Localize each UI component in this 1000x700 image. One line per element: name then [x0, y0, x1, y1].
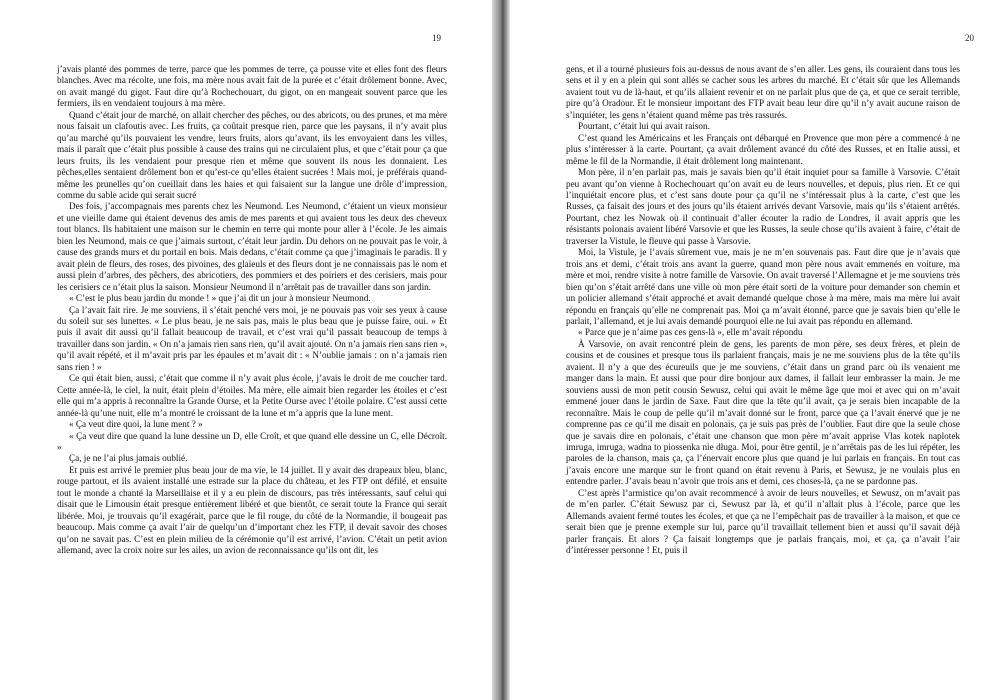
paragraph: C’est après l’armistice qu’on avait recommencé à avoir de leurs nouvelles, et Sewusz, on m’avait pas de m’en parler. C’était Sewusz par ci, Sewusz par là, et qu’il n’allait plus à l’école, parce que les Allemands avaient fermé toutes les écoles, et que ça ne l’empêchait pas de travailler à la maison, et que ce serait bien que je prenne exemple sur lui, parce qu’il travaillait tellement bien et aussi qu’il savait déjà parler français. Et alors ? Ça faisait longtemps que je parlais français, moi, et ça, ça n’avait l’air d’intéresser personne ! Et, puis il	[566, 487, 960, 556]
paragraph: Mon père, il n’en parlait pas, mais je savais bien qu’il était inquiet pour sa famille à Varsovie. C’était peu avant qu’on vienne à Rochechouart qu’on avait eu de leurs nouvelles, et depuis, plus rien. Et ce qui l’inquiétait encore plus, et c’est sans doute pour ça qu’il ne s’intéressait plus à la carte, c’est que les Russes, ça faisait des jours et des jours qu’ils étaient arrivés devant Varsovie, mais qu’ils s’étaient arrêtés. Pourtant, chez les Nowak où il continuait d’aller écouter la radio de Londres, il avait appris que les résistants polonais avaient libéré Varsovie et que les Russes, la seule chose qu’ils avaient à faire, c’était de traverser la Vistule, le fleuve qui passe à Varsovie.	[566, 167, 960, 246]
right-page	[510, 0, 1000, 700]
paragraph: « C’est le plus beau jardin du monde ! » que j’ai dit un jour à monsieur Neumond.	[69, 293, 371, 304]
paragraph: Ce qui était bien, aussi, c’était que comme il n’y avait plus école, j’avais le droit de me coucher tard. Cette année-là, le ciel, la nuit, était plein d’étoiles. Ma mère, elle aimait bien regarder les étoiles et c’est elle qui m’a appris à reconnaître la Grande Ourse, et la Petite Ourse avec l’étoile polaire. C’est aussi cette année-là qu’une nuit, elle m’a montré le croissant de la lune et m’a appris que la lune ment.	[57, 373, 447, 418]
paragraph: Des fois, j’accompagnais mes parents chez les Neumond. Les Neumond, c’étaient un vieux monsieur et une vieille dame qui étaient devenus des amis de mes parents et qui avaient tous les deux des cheveux tout blancs. Ils habitaient une maison sur le chemin en terre qui monte pour aller à l’école. Je les aimais bien les Neumond, mais ce que j’aimais surtout, c’était leur jardin. Du dehors on ne pouvait pas le voir, à cause des grands murs et du portail en bois. Mais dedans, c’était comme ça que j’imaginais le paradis. Il y avait plein de fleurs, des roses, des pivoines, des glaïeuls et des fleurs dont je ne connaissais pas le nom et aussi plein d’arbres, des pêchers, des abricotiers, des pommiers et des poiriers et des cerisiers, mais pour les cerisiers ce n’était plus la saison. Monsieur Neumond il n’arrêtait pas de travailler dans son jardin.	[57, 201, 447, 292]
paragraph: « Parce que je n’aime pas ces gens-là », elle m’avait répondu	[578, 327, 803, 338]
paragraph: C’est quand les Américains et les Français ont débarqué en Provence que mon père a commencé à ne plus s’intéresser à la carte. Pourtant, ça avait drôlement avancé du côté des Russes, et en Italie aussi, et même le fil de la Normandie, il était drôlement long maintenant.	[566, 132, 960, 166]
page-number: 19	[432, 33, 441, 43]
paragraph: gens, et il a tourné plusieurs fois au-dessus de nous avant de s’en aller. Les gens, ils couraient dans tous les sens et il y en a plein qui sont allés se cacher sous les arbres du marché. Et c’était sûr que les Allemands avaient tout vu de là-haut, et qu’ils allaient revenir et on ne parlait plus que de ça, et que ce serait terrible, pire qu’à Oradour. Et le monsieur important des FTP avait beau leur dire qu’il n’y avait aucune raison de s’inquiéter, les gens n’étaient quand même pas très rassurés.	[566, 64, 960, 120]
paragraph: Pourtant, c’était lui qui avait raison.	[578, 121, 710, 132]
paragraph: Et puis est arrivé le premier plus beau jour de ma vie, le 14 juillet. Il y avait des drapeaux bleu, blanc, rouge partout, et ils avaient installé une estrade sur la place du château, et les FTP ont défilé, et ensuite tout le monde a chanté la Marseillaise et il y a eu plein de discours, pas très intéressants, sauf celui qui disait que le Limousin était presque entièrement libéré et que bientôt, ce serait toute la France qui serait libérée. Moi, je trouvais qu’il exagérait, parce que le fil rouge, du côté de la Normandie, il bougeait pas beaucoup. Mais comme ça avait l’air de quelqu’un d’important chez les FTP, il devait savoir des choses qu’on ne savait pas. C’est en plein milieu de la cérémonie qu’il est arrivé, l’avion. C’était un petit avion allemand, avec la croix noire sur les ailes, un avion de reconnaissance qu’ils ont dit, les	[57, 464, 447, 556]
paragraph: Ça, je ne l’ai plus jamais oublié.	[69, 453, 188, 464]
paragraph: Quand c’était jour de marché, on allait chercher des pêches, ou des abricots, ou des prunes, et ma mère nous faisait un clafoutis avec. Les fruits, ça coûtait presque rien, parce que les paysans, il n’y avait plus qu’au marché qu’ils pouvaient les vendre, leurs fruits, alors qu’avant, ils les envoyaient dans les villes, mais il paraît que c’était plus possible à cause des trains qui ne circulaient plus, et que c’était pour ça que leurs fruits, ils les vendaient pour presque rien et même que souvent ils nous les donnaient. Les pêches,elles sentaient drôlement bon et qu’est-ce qu’elles étaient sucrées ! Mais moi, je préférais quand-même les prunelles qu’on cueillait dans les haies et qui faisaient sur la langue une drôle d’impression, comme du sable acide qui serait sucré	[57, 109, 447, 200]
right-page-text	[566, 64, 960, 556]
book-gutter	[492, 0, 510, 700]
paragraph: Moi, la Vistule, je l’avais sûrement vue, mais je ne m’en souvenais pas. Faut dire que je n’avais que trois ans et demi, c’était trois ans avant la guerre, quand mon père nous avait emmenés en voiture, ma mère et moi, rendre visite à notre famille de Varsovie. On avait traversé l’Allemagne et je me souviens très bien qu’on s’était arrêté dans une ville où mon père était sorti de la voiture pour demander son chemin et un policier allemand s’était approché et avait demandé quelque chose à ma mère, mais ma mère lui avait répondu en français qu’elle ne comprenait pas. Moi ça m’avait étonné, parce que je savais bien qu’elle le parlait, l’allemand, et je lui avais demandé pourquoi elle ne lui avait pas répondu en allemand.	[566, 247, 960, 326]
left-page-text	[57, 64, 447, 556]
paragraph: Ça l’avait fait rire. Je me souviens, il s’était penché vers moi, je ne pouvais pas voir ses yeux à cause du soleil sur ses lunettes. « Le plus beau, je ne sais pas, mais le plus beau que je puisse faire, oui. » Et puis il avait dit aussi qu’il fallait beaucoup de travail, et c’est vrai qu’il passait beaucoup de temps à travailler dans son jardin. « On n’a jamais rien sans rien, qu’il avait ajouté. On n’a jamais rien sans rien », qu’il avait répété, et il m’avait pris par les épaules et m’avait dit : « N’oublie jamais : on n’a jamais rien sans rien ! »	[57, 304, 447, 372]
page-number: 20	[965, 33, 974, 43]
paragraph: « Ça veut dire quoi, la lune ment ? »	[69, 419, 203, 430]
left-page	[0, 0, 492, 700]
paragraph: À Varsovie, on avait rencontré plein de gens, les parents de mon père, ses deux frères, et plein de cousins et de cousines et presque tous ils parlaient français, mais je ne me souviens plus de la tête qu’ils avaient. Il n’y a que des écureuils que je me souviens, c’était dans un grand parc où ils venaient me manger dans la main. Et aussi que pour dire bonjour aux dames, il fallait leur embrasser la main. Je me souviens aussi de mon petit cousin Sewusz, celui qui avait le même âge que moi et avec qui on m’avait emmené jouer dans le jardin de Saxe. Faut dire que la tête qu’il avait, ça je serais bien incapable de la reconnaître. Mais le coup de pelle qu’il m’avait donné sur le front, parce que ça l’avait énervé que je ne comprenne pas ce qu’il me disait en polonais, ça je suis pas près de l’oublier. Faut dire que la seule chose que je savais dire en polonais, c’était une chanson que mon père m’avait apprise Vlas kotek naplotek imruga, imruga, wadna to piossenka nie długa. Moi, pour être gentil, je n’arrêtais pas de les lui répéter, les paroles de la chanson, mais ça, ça l’énervait encore plus que quand je lui parlais en français. En tout cas j’avais encore une marque sur le front quand on était revenu à Paris, et Sewusz, je ne voulais plus en entendre parler. J’avais beau n’avoir que trois ans et demi, ces choses-là, ça ne se pardonne pas.	[566, 338, 960, 487]
paragraph: « Ça veut dire que quand la lune dessine un D, elle Croît, et que quand elle dessine un C, elle Décroît. »	[57, 430, 447, 452]
paragraph: j’avais planté des pommes de terre, parce que les pommes de terre, ça pousse vite et elles font des fleurs blanches. Avec ma récolte, une fois, ma mère nous avait fait de la purée et c’était drôlement bonne. Avec, on avait mangé du gigot. Faut dire qu’à Rochechouart, du gigot, on en mangeait souvent parce que les fermiers, ils en vendaient toujours à ma mère.	[57, 64, 447, 109]
